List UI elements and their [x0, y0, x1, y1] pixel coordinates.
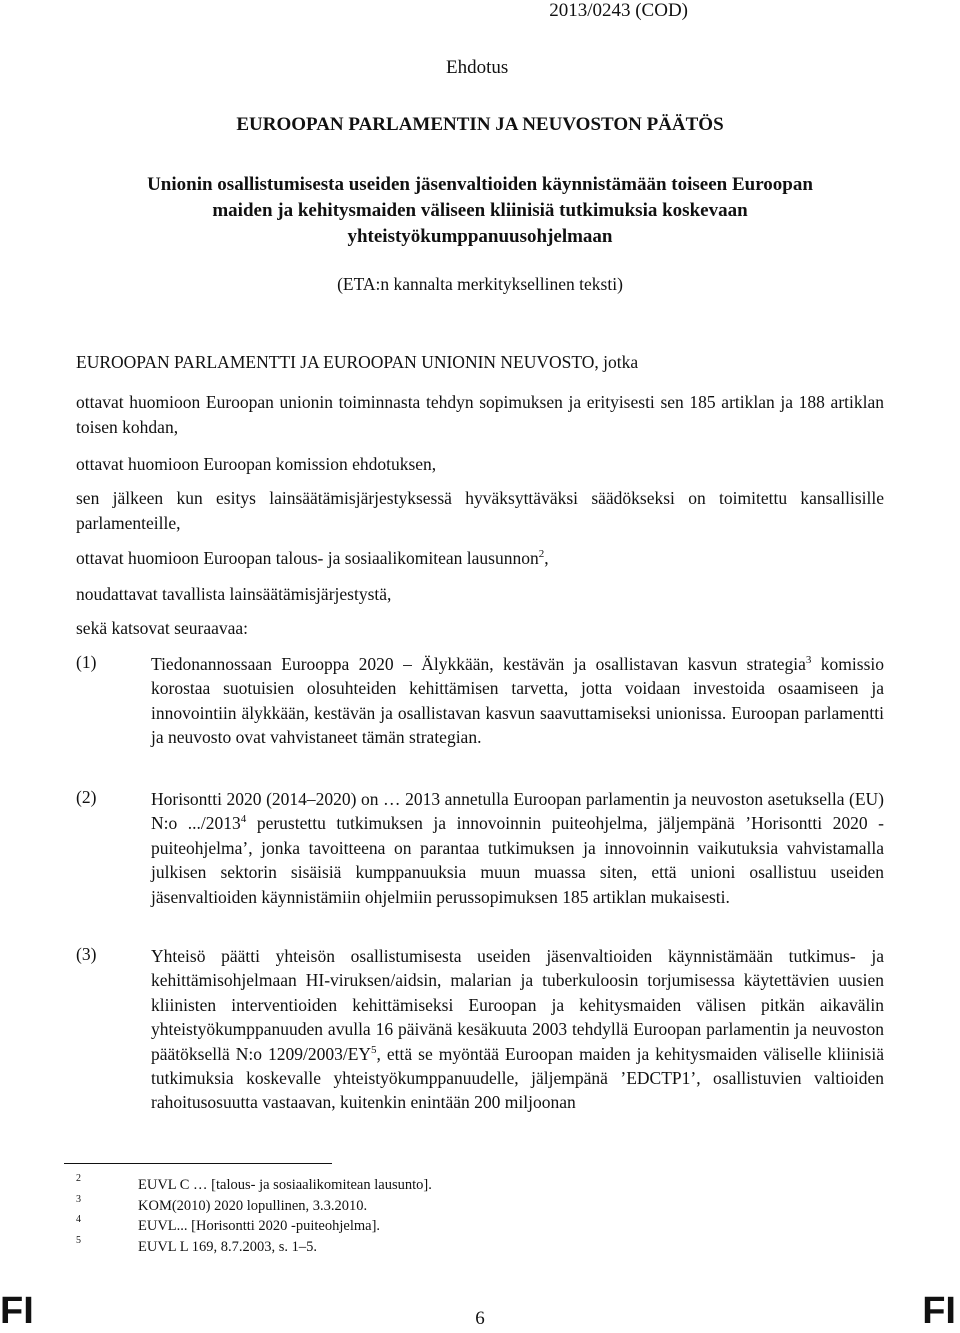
- recital-text-b: komissio korostaa suotuisien olosuhteiden kehittämisen tarvetta, jotta voidaan investoida osaamiseen ja innovointiin älykkään, kestävän ja osallistavan kasvun saavuttamiseksi unionissa. Euroopan parlamentti ja neuvosto ovat vahvistaneet tämän strategian.: [151, 654, 884, 748]
- footnote-text: EUVL L 169, 8.7.2003, s. 1–5.: [138, 1239, 317, 1255]
- preamble-citation-esc-end: ,: [544, 548, 549, 568]
- recital-number: (2): [76, 787, 97, 807]
- recital-text: [151, 944, 884, 1115]
- preamble-whereas: sekä katsovat seuraavaa:: [76, 618, 249, 638]
- recital-text-b: perustettu tutkimuksen ja innovoinnin puiteohjelma, jäljempänä ’Horisontti 2020 -puiteohjelma’, jonka tavoitteena on parantaa tutkimuksen ja innovoinnin vaikutuksia vahvistamalla julkisen sektorin sisäisiä kumppanuuksia muun muassa siten, että unioni osallistuu useiden jäsenvaltioiden käynnistämiin ohjelmiin perussopimuksen 185 artiklan mukaisesti.: [151, 813, 884, 907]
- recital-text-b: , että se myöntää Euroopan maiden ja kehitysmaiden väliselle kliinisiä tutkimuksia koskevalle yhteistyökumppanuudelle, jäljempänä ’EDCTP1’, osallistuvien valtioiden rahoitusosuutta vastaavan, kuitenkin enintään 200 miljoonan: [151, 1043, 884, 1113]
- subtitle-line-2: maiden ja kehitysmaiden väliseen kliinisiä tutkimuksia koskevaan: [212, 200, 748, 221]
- footnote-number: 2: [76, 1173, 81, 1184]
- document-type: Ehdotus: [446, 57, 509, 78]
- footnote-text: KOM(2010) 2020 lopullinen, 3.3.2010.: [138, 1198, 368, 1214]
- language-code-right: FI: [922, 1290, 956, 1332]
- footnote-text: EUVL C … [talous- ja sosiaalikomitean lausunto].: [138, 1177, 432, 1193]
- subtitle-line-3: yhteistyökumppanuusohjelmaan: [347, 226, 613, 247]
- footnote-number: 5: [76, 1235, 81, 1246]
- footnote-ref-2: 2: [538, 548, 545, 560]
- preamble-citation-treaty: ottavat huomioon Euroopan unionin toiminnasta tehdyn sopimuksen ja erityisesti sen 185 artiklan ja 188 artiklan toisen kohdan,: [76, 392, 884, 437]
- preamble-procedure: noudattavat tavallista lainsäätämisjärjestystä,: [76, 584, 392, 604]
- recital-number: (1): [76, 652, 97, 672]
- language-code-left: FI: [0, 1290, 34, 1332]
- footnote-text: EUVL... [Horisontti 2020 -puiteohjelma].: [138, 1218, 381, 1234]
- footnote-ref-5: 5: [371, 1043, 377, 1056]
- preamble-citation-commission: ottavat huomioon Euroopan komission ehdotuksen,: [76, 454, 437, 474]
- preamble-citation-parliaments: sen jälkeen kun esitys lainsäätämisjärjestyksessä hyväksyttäväksi säädökseksi on toimitettu kansallisille parlamenteille,: [76, 488, 884, 533]
- recital-text-a: Horisontti 2020 (2014–2020) on … 2013 annetulla Euroopan parlamentin ja neuvoston asetuksella (EU) N:o .../2013: [151, 789, 884, 834]
- preamble-citation-esc: [76, 546, 884, 571]
- recital-text-a: Yhteisö päätti yhteisön osallistumisesta useiden jäsenvaltioiden käynnistämään tutkimus- ja kehittämisohjelmaan HI-viruksen/aidsin, malarian ja tuberkuloosin torjumisessa käytettävien uusien kliinisten interventioiden kehittämiseksi Euroopan ja kehitysmaiden välisen pitkän aikavälin yhteistyökumppanuuden avulla 16 päivänä kesäkuuta 2003 tehdyllä Euroopan parlamentin ja neuvoston päätöksellä N:o 1209/2003/EY: [151, 946, 884, 1064]
- page-title: EUROOPAN PARLAMENTIN JA NEUVOSTON PÄÄTÖS: [236, 114, 724, 135]
- subtitle-line-1: Unionin osallistumisesta useiden jäsenvaltioiden käynnistämään toiseen Euroopan: [147, 174, 813, 195]
- footnote-number: 4: [76, 1214, 81, 1225]
- footnote-number: 3: [76, 1194, 81, 1205]
- preamble-intro: EUROOPAN PARLAMENTTI JA EUROOPAN UNIONIN NEUVOSTO, jotka: [76, 352, 639, 372]
- recital-text: [151, 787, 884, 909]
- footnote-ref-4: 4: [240, 813, 247, 826]
- document-reference: 2013/0243 (COD): [549, 0, 688, 21]
- recital-text: [151, 652, 884, 750]
- eea-note: (ETA:n kannalta merkityksellinen teksti): [337, 274, 623, 294]
- recital-number: (3): [76, 944, 97, 964]
- preamble-citation-esc-text: ottavat huomioon Euroopan talous- ja sosiaalikomitean lausunnon: [76, 548, 539, 568]
- recital-text-a: Tiedonannossaan Eurooppa 2020 – Älykkään, kestävän ja osallistavan kasvun strategia: [151, 654, 806, 674]
- subtitle: [0, 172, 960, 250]
- page-number: 6: [475, 1308, 485, 1329]
- footnote-ref-3: 3: [805, 654, 812, 666]
- footnote-separator: [64, 1163, 332, 1164]
